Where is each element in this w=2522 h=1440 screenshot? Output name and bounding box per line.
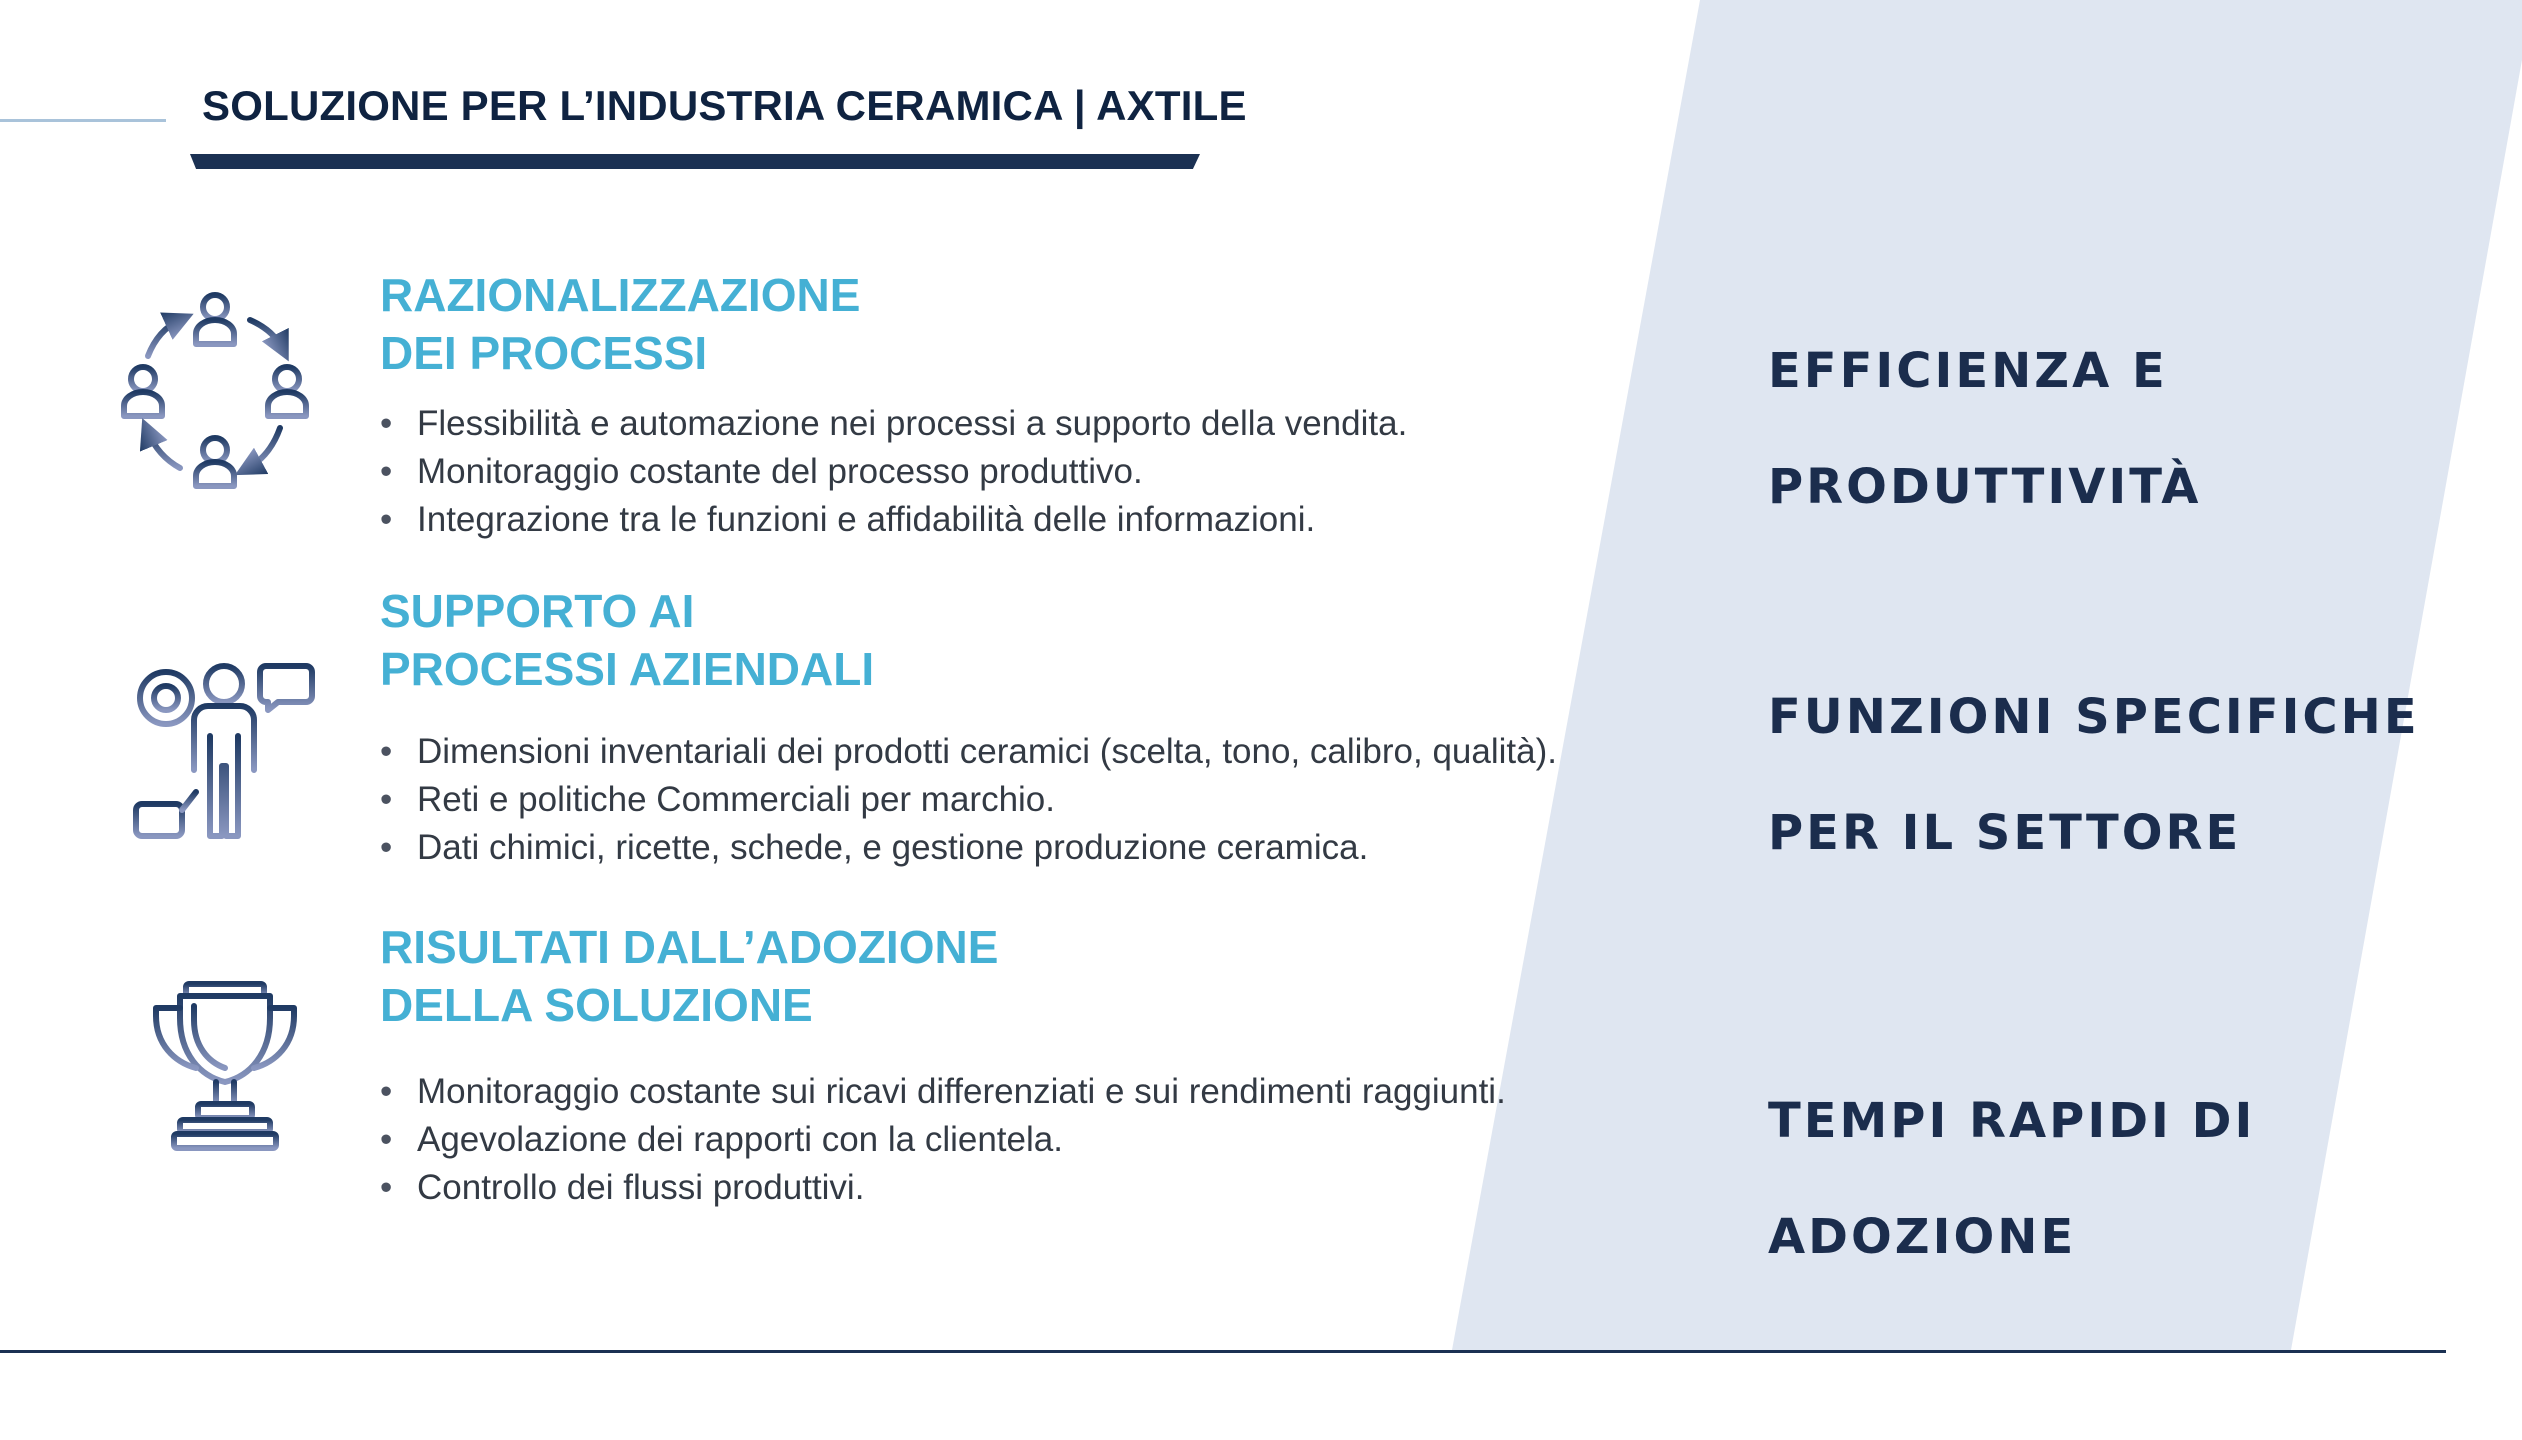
section-razionalizzazione [380, 266, 1407, 544]
bullet-item: • Dimensioni inventariali dei prodotti ceramici (scelta, tono, calibro, qualità). [380, 728, 1557, 776]
trophy-icon [150, 980, 300, 1155]
people-cycle-icon [118, 290, 312, 496]
highlight-funzioni [1768, 630, 2420, 862]
section-title-line1: RAZIONALIZZAZIONE [380, 269, 861, 321]
bullet-item: • Agevolazione dei rapporti con la clientela. [380, 1116, 1506, 1164]
bullet-list [380, 728, 1557, 872]
business-analyst-icon [132, 660, 316, 844]
highlight-line2: ADOZIONE [1768, 1209, 2077, 1265]
header-underline-bar [190, 154, 1200, 169]
bullet-item: • Dati chimici, ricette, schede, e gestione produzione ceramica. [380, 824, 1557, 872]
highlight-line2: PER IL SETTORE [1768, 805, 2242, 861]
highlight-line1: EFFICIENZA E [1768, 343, 2168, 399]
bullet-item: • Controllo dei flussi produttivi. [380, 1164, 1506, 1212]
section-title [380, 918, 1506, 1034]
bullet-item: • Monitoraggio costante sui ricavi differenziati e sui rendimenti raggiunti. [380, 1068, 1506, 1116]
highlight-efficienza [1768, 284, 2201, 516]
section-risultati [380, 918, 1506, 1212]
section-title [380, 266, 1407, 382]
section-title-line2: DELLA SOLUZIONE [380, 979, 813, 1031]
header-accent-line [0, 119, 166, 122]
highlight-line2: PRODUTTIVITÀ [1768, 459, 2202, 515]
section-title-line1: SUPPORTO AI [380, 585, 695, 637]
bullet-list [380, 1068, 1506, 1212]
section-title-line1: RISULTATI DALL’ADOZIONE [380, 921, 999, 973]
page-title: SOLUZIONE PER L’INDUSTRIA CERAMICA | AXTILE [202, 82, 1247, 129]
bullet-item: • Flessibilità e automazione nei processi a supporto della vendita. [380, 400, 1407, 448]
section-supporto [380, 582, 1557, 872]
section-title-line2: PROCESSI AZIENDALI [380, 643, 875, 695]
section-title [380, 582, 1557, 698]
highlight-tempi [1768, 1034, 2255, 1266]
footer-line [0, 1350, 2446, 1353]
bullet-item: • Monitoraggio costante del processo produttivo. [380, 448, 1407, 496]
bullet-item: • Integrazione tra le funzioni e affidabilità delle informazioni. [380, 496, 1407, 544]
bullet-list [380, 400, 1407, 544]
section-title-line2: DEI PROCESSI [380, 327, 708, 379]
bullet-item: • Reti e politiche Commerciali per marchio. [380, 776, 1557, 824]
highlight-line1: TEMPI RAPIDI DI [1768, 1093, 2256, 1149]
highlight-line1: FUNZIONI SPECIFICHE [1768, 689, 2420, 745]
